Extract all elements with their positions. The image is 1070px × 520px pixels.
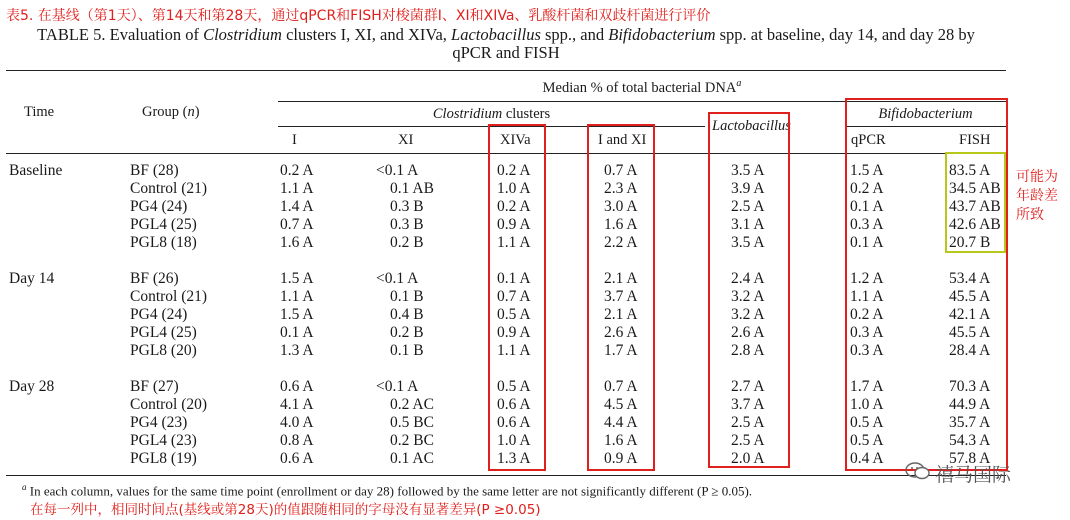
- cell-i: 0.2 A: [280, 162, 314, 179]
- header-time: Time: [24, 104, 55, 120]
- cell-xi: 0.1 B: [390, 342, 424, 359]
- cell-i: 0.6 A: [280, 378, 314, 395]
- cell-xi: 0.1 AB: [390, 180, 434, 197]
- cell-ixi: 1.7 A: [604, 342, 638, 359]
- cell-i: 1.5 A: [280, 306, 314, 323]
- header-clostridium: Clostridium clusters: [432, 106, 551, 122]
- cell-i: 1.3 A: [280, 342, 314, 359]
- cell-xiva: 0.9 A: [497, 324, 531, 341]
- cell-lacto: 2.4 A: [731, 270, 765, 287]
- cell-qpcr: 1.1 A: [850, 288, 884, 305]
- cell-lacto: 3.9 A: [731, 180, 765, 197]
- annotation-chinese-title: 表5. 在基线（第1天）、第14天和第28天，通过qPCR和FISH对梭菌群I、XI和XIVa、乳酸杆菌和双歧杆菌进行评价: [6, 8, 711, 24]
- annotation-chinese-footnote: 在每一列中，相同时间点(基线或第28天)的值跟随相同的字母没有显著差异(P ≥0.05): [30, 502, 541, 518]
- cell-xi: 0.1 B: [390, 288, 424, 305]
- cell-lacto: 3.5 A: [731, 162, 765, 179]
- cell-i: 4.0 A: [280, 414, 314, 431]
- cell-fish: 45.5 A: [949, 288, 991, 305]
- cell-qpcr: 0.1 A: [850, 234, 884, 251]
- annotation-side-line-1: 可能为: [1016, 169, 1058, 185]
- cell-xiva: 1.0 A: [497, 432, 531, 449]
- highlight-baseline-fish: [945, 152, 1006, 253]
- cell-lacto: 3.1 A: [731, 216, 765, 233]
- col-header-i: I: [292, 132, 297, 148]
- table-bottom-rule: [6, 475, 1006, 476]
- cell-ixi: 2.1 A: [604, 306, 638, 323]
- cell-xiva: 0.6 A: [497, 396, 531, 413]
- cell-qpcr: 1.2 A: [850, 270, 884, 287]
- col-header-i-and-xi: I and XI: [598, 132, 647, 148]
- cell-fish: 54.3 A: [949, 432, 991, 449]
- header-bifidobacterium: Bifidobacterium: [878, 106, 973, 122]
- cell-qpcr: 0.4 A: [850, 450, 884, 467]
- cell-ixi: 0.9 A: [604, 450, 638, 467]
- cell-qpcr: 0.5 A: [850, 414, 884, 431]
- header-lactobacillus: Lactobacillus: [712, 118, 791, 134]
- cell-xiva: 1.0 A: [497, 180, 531, 197]
- cell-qpcr: 0.1 A: [850, 198, 884, 215]
- cell-lacto: 2.6 A: [731, 324, 765, 341]
- cell-i: 4.1 A: [280, 396, 314, 413]
- cell-xi: 0.3 B: [390, 216, 424, 233]
- row-group-label: PG4 (23): [130, 414, 188, 431]
- row-group-label: PGL4 (25): [130, 216, 197, 233]
- cell-xiva: 0.2 A: [497, 162, 531, 179]
- cell-ixi: 2.6 A: [604, 324, 638, 341]
- cell-fish: 57.8 A: [949, 450, 991, 467]
- cell-qpcr: 0.3 A: [850, 324, 884, 341]
- row-group-label: PGL8 (19): [130, 450, 197, 467]
- wechat-icon: [905, 462, 931, 480]
- col-header-qpcr: qPCR: [851, 132, 886, 148]
- cell-xi: 0.1 AC: [390, 450, 434, 467]
- watermark-text: 禧马国际: [935, 464, 1012, 486]
- cell-i: 1.4 A: [280, 198, 314, 215]
- cell-xi: <0.1 A: [376, 270, 419, 287]
- section-time-label: Baseline: [9, 162, 63, 179]
- cell-qpcr: 1.7 A: [850, 378, 884, 395]
- top-rule: [6, 70, 1006, 71]
- row-group-label: PGL8 (20): [130, 342, 197, 359]
- row-group-label: PG4 (24): [130, 198, 188, 215]
- cell-lacto: 2.5 A: [731, 198, 765, 215]
- header-median: [278, 78, 1006, 97]
- section-time-label: Day 28: [9, 378, 55, 395]
- row-group-label: BF (27): [130, 378, 179, 395]
- cell-lacto: 3.2 A: [731, 288, 765, 305]
- row-group-label: BF (26): [130, 270, 179, 287]
- cell-i: 0.8 A: [280, 432, 314, 449]
- cell-i: 1.1 A: [280, 288, 314, 305]
- cell-fish: 83.5 A: [949, 162, 991, 179]
- cell-fish: 20.7 B: [949, 234, 991, 251]
- cell-ixi: 1.6 A: [604, 216, 638, 233]
- row-group-label: Control (20): [130, 396, 208, 413]
- cell-xi: 0.2 AC: [390, 396, 434, 413]
- cell-lacto: 2.8 A: [731, 342, 765, 359]
- cell-ixi: 0.7 A: [604, 378, 638, 395]
- header-group: Group (n): [142, 104, 200, 120]
- row-group-label: Control (21): [130, 180, 208, 197]
- cell-ixi: 2.1 A: [604, 270, 638, 287]
- cell-xi: 0.2 B: [390, 324, 424, 341]
- cell-ixi: 1.6 A: [604, 432, 638, 449]
- cell-xi: 0.5 BC: [390, 414, 434, 431]
- cell-qpcr: 0.3 A: [850, 216, 884, 233]
- row-group-label: Control (21): [130, 288, 208, 305]
- cell-fish: 53.4 A: [949, 270, 991, 287]
- cell-i: 1.1 A: [280, 180, 314, 197]
- cell-xiva: 0.2 A: [497, 198, 531, 215]
- cell-lacto: 3.5 A: [731, 234, 765, 251]
- cell-fish: 35.7 A: [949, 414, 991, 431]
- cell-fish: 42.1 A: [949, 306, 991, 323]
- cell-xiva: 0.5 A: [497, 378, 531, 395]
- row-group-label: BF (28): [130, 162, 179, 179]
- cell-xiva: 0.1 A: [497, 270, 531, 287]
- header-median-footnote-mark: a: [736, 78, 742, 89]
- header-median-text: Median % of total bacterial DNA: [542, 79, 737, 96]
- table-footnote: [22, 482, 752, 499]
- footnote-text: In each column, values for the same time point (enrollment or day 28) followed by the same letter are not significantly different (P ≥ 0.05).: [29, 483, 753, 499]
- cell-qpcr: 0.2 A: [850, 306, 884, 323]
- cell-xi: 0.2 B: [390, 234, 424, 251]
- footnote-mark: a: [22, 482, 27, 492]
- cell-fish: 70.3 A: [949, 378, 991, 395]
- cell-lacto: 3.7 A: [731, 396, 765, 413]
- cell-ixi: 0.7 A: [604, 162, 638, 179]
- cell-i: 0.6 A: [280, 450, 314, 467]
- cell-xiva: 0.5 A: [497, 306, 531, 323]
- cell-i: 1.6 A: [280, 234, 314, 251]
- row-group-label: PGL4 (25): [130, 324, 197, 341]
- cell-lacto: 2.5 A: [731, 414, 765, 431]
- cell-qpcr: 0.2 A: [850, 180, 884, 197]
- highlight-lactobacillus-column: [708, 112, 790, 468]
- table-title-line-1: TABLE 5. Evaluation of Clostridium clusters I, XI, and XIVa, Lactobacillus spp., and Bifidobacterium spp. at baseline, day 14, and day 28 by: [37, 25, 975, 44]
- cell-ixi: 3.0 A: [604, 198, 638, 215]
- cell-qpcr: 1.5 A: [850, 162, 884, 179]
- cell-xiva: 1.1 A: [497, 342, 531, 359]
- cell-lacto: 2.0 A: [731, 450, 765, 467]
- cell-i: 1.5 A: [280, 270, 314, 287]
- cell-lacto: 3.2 A: [731, 306, 765, 323]
- table-title-line-2: qPCR and FISH: [452, 43, 560, 62]
- cell-xi: 0.3 B: [390, 198, 424, 215]
- cell-lacto: 2.5 A: [731, 432, 765, 449]
- row-group-label: PGL8 (18): [130, 234, 197, 251]
- annotation-side-note: [1016, 168, 1058, 225]
- annotation-side-line-2: 年龄差: [1016, 188, 1058, 204]
- cell-qpcr: 0.3 A: [850, 342, 884, 359]
- annotation-side-line-3: 所致: [1016, 207, 1044, 223]
- cell-xiva: 0.9 A: [497, 216, 531, 233]
- cell-xiva: 1.3 A: [497, 450, 531, 467]
- highlight-xiva-column: [488, 124, 546, 471]
- cell-fish: 45.5 A: [949, 324, 991, 341]
- cell-ixi: 2.3 A: [604, 180, 638, 197]
- cell-ixi: 2.2 A: [604, 234, 638, 251]
- cell-fish: 28.4 A: [949, 342, 991, 359]
- cell-xiva: 1.1 A: [497, 234, 531, 251]
- cell-fish: 44.9 A: [949, 396, 991, 413]
- cell-ixi: 3.7 A: [604, 288, 638, 305]
- cell-xiva: 0.6 A: [497, 414, 531, 431]
- cell-ixi: 4.5 A: [604, 396, 638, 413]
- cell-i: 0.7 A: [280, 216, 314, 233]
- cell-xi: <0.1 A: [376, 162, 419, 179]
- col-header-xi: XI: [398, 132, 414, 148]
- cell-fish: 34.5 AB: [949, 180, 1001, 197]
- cell-qpcr: 0.5 A: [850, 432, 884, 449]
- cell-xi: 0.2 BC: [390, 432, 434, 449]
- cell-fish: 43.7 AB: [949, 198, 1001, 215]
- row-group-label: PG4 (24): [130, 306, 188, 323]
- cell-i: 0.1 A: [280, 324, 314, 341]
- row-group-label: PGL4 (23): [130, 432, 197, 449]
- cell-ixi: 4.4 A: [604, 414, 638, 431]
- cell-xi: <0.1 A: [376, 378, 419, 395]
- highlight-i-and-xi-column: [587, 124, 655, 471]
- cell-xi: 0.4 B: [390, 306, 424, 323]
- col-header-fish: FISH: [959, 132, 991, 148]
- cell-fish: 42.6 AB: [949, 216, 1001, 233]
- cell-lacto: 2.7 A: [731, 378, 765, 395]
- col-header-xiva: XIVa: [500, 132, 531, 148]
- section-time-label: Day 14: [9, 270, 55, 287]
- cell-xiva: 0.7 A: [497, 288, 531, 305]
- cell-qpcr: 1.0 A: [850, 396, 884, 413]
